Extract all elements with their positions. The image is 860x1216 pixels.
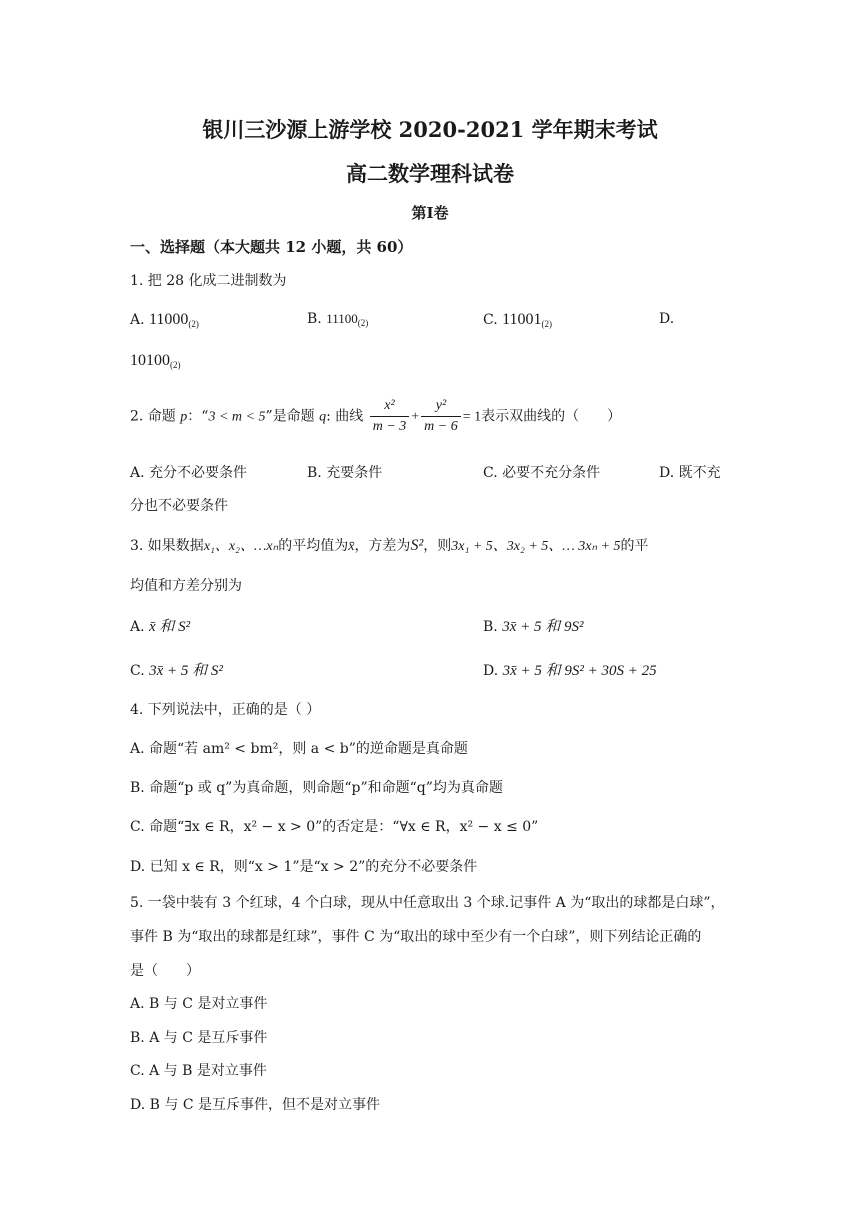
q3-text: ，方差为 [354, 538, 411, 554]
option-value: 11000 [149, 311, 189, 328]
q2-option-d: D. 既不充 [659, 465, 721, 481]
option-text: 3x̄ + 5 和 S² [149, 663, 223, 679]
option-label: D. [483, 663, 499, 679]
mean-symbol: x̄ [348, 539, 355, 554]
q2-tail: 表示双曲线的（ ） [481, 408, 622, 425]
proposition-q: q [319, 409, 327, 425]
base-subscript: (2) [357, 318, 369, 328]
exam-title: 银川三沙源上游学校 2020-2021 学年期末考试 [202, 117, 658, 142]
q5-option-c: C. A 与 B 是对立事件 [130, 1063, 267, 1079]
q2-number: 2. 命题 [130, 408, 176, 425]
option-label: B. [307, 311, 322, 327]
option-text: 3x̄ + 5 和 9S² [502, 619, 584, 635]
exam-subtitle: 高二数学理科试卷 [346, 161, 514, 186]
option-label: C. [483, 312, 498, 328]
option-label: B. [483, 619, 498, 635]
q5-option-d: D. B 与 C 是互斥事件，但不是对立事件 [130, 1097, 380, 1113]
q5-stem-line1: 5. 一袋中装有 3 个红球，4 个白球，现从中任意取出 3 个球.记事件 A 为“取出的球都是白球”， [130, 895, 725, 911]
q5-stem-line2: 事件 B 为“取出的球都是红球”，事件 C 为“取出的球中至少有一个白球”，则下列结论正确的 [130, 929, 702, 945]
q2-option-c: C. 必要不充分条件 [483, 465, 601, 481]
base-subscript: (2) [188, 319, 199, 329]
option-text: x̄ 和 S² [149, 619, 191, 635]
option-label: C. [130, 663, 145, 679]
condition-expr: 3 < m < 5 [208, 409, 266, 425]
q3-stem [130, 535, 648, 555]
q3-text: 的平均值为 [278, 538, 349, 554]
q3-text: 3. 如果数据 [130, 538, 204, 554]
q2-option-b: B. 充要条件 [307, 465, 383, 481]
equals-one: = 1 [462, 409, 482, 425]
q1-option-c [483, 311, 552, 329]
option-label: A. [130, 619, 145, 635]
section-heading: 一、选择题（本大题共 12 小题，共 60） [130, 238, 413, 256]
q3-option-b [483, 615, 583, 636]
option-value: 10100 [130, 352, 170, 369]
volume-label: 第Ⅰ卷 [411, 204, 449, 222]
fraction-numerator: x² [370, 396, 410, 417]
q1-stem: 1. 把 28 化成二进制数为 [130, 273, 287, 289]
proposition-p: p [180, 409, 188, 425]
q2-stem [130, 396, 621, 437]
q1-option-b [307, 311, 368, 328]
option-value: 11100 [326, 311, 358, 326]
q5-option-a: A. B 与 C 是对立事件 [130, 996, 268, 1012]
fraction-denominator: m − 6 [424, 419, 458, 434]
data-list: x₁、x₂、…xₙ [203, 539, 279, 554]
base-subscript: (2) [541, 319, 553, 329]
q5-option-b: B. A 与 C 是互斥事件 [130, 1030, 268, 1046]
q3-text: ，则 [423, 538, 452, 554]
q2-curve-text: : 曲线 [326, 408, 364, 425]
option-text: 3x̄ + 5 和 9S² + 30S + 25 [502, 663, 657, 679]
q4-stem: 4. 下列说法中，正确的是（ ） [130, 702, 321, 718]
fraction-y [421, 396, 461, 437]
fraction-x [370, 396, 410, 437]
punct: ：“ [187, 408, 209, 425]
fraction-denominator: m − 3 [372, 419, 407, 434]
q2-option-a: A. 充分不必要条件 [130, 465, 248, 481]
q1-option-d-label: D. [659, 311, 675, 327]
q3-option-a [130, 615, 190, 636]
q2-option-d-cont: 分也不必要条件 [130, 498, 228, 514]
q4-option-c: C. 命题“∃x ∈ R，x² − x > 0”的否定是：“∀x ∈ R，x² − x ≤ 0” [130, 819, 539, 835]
q3-stem-cont: 均值和方差分别为 [130, 578, 242, 594]
q2-mid-text: ”是命题 [265, 408, 315, 425]
q4-option-b: B. 命题“p 或 q”为真命题，则命题“p”和命题“q”均为真命题 [130, 780, 503, 796]
q1-option-d-value [130, 352, 181, 370]
q1-option-a [130, 311, 199, 329]
plus-sign: + [411, 409, 420, 425]
q4-option-d: D. 已知 x ∈ R，则“x > 1”是“x > 2”的充分不必要条件 [130, 859, 478, 875]
q3-option-d [483, 659, 657, 680]
base-subscript: (2) [170, 360, 181, 370]
option-value: 11001 [502, 311, 542, 328]
q5-stem-line3: 是（ ） [130, 963, 200, 979]
transformed-data: 3x₁ + 5、3x₂ + 5、… 3xₙ + 5 [451, 539, 621, 554]
q3-text: 的平 [620, 538, 649, 554]
q3-option-c [130, 659, 223, 680]
variance-symbol: S² [410, 537, 424, 554]
option-label: A. [130, 312, 145, 328]
q4-option-a: A. 命题“若 am² < bm²，则 a < b”的逆命题是真命题 [130, 741, 468, 757]
fraction-numerator: y² [421, 396, 461, 417]
